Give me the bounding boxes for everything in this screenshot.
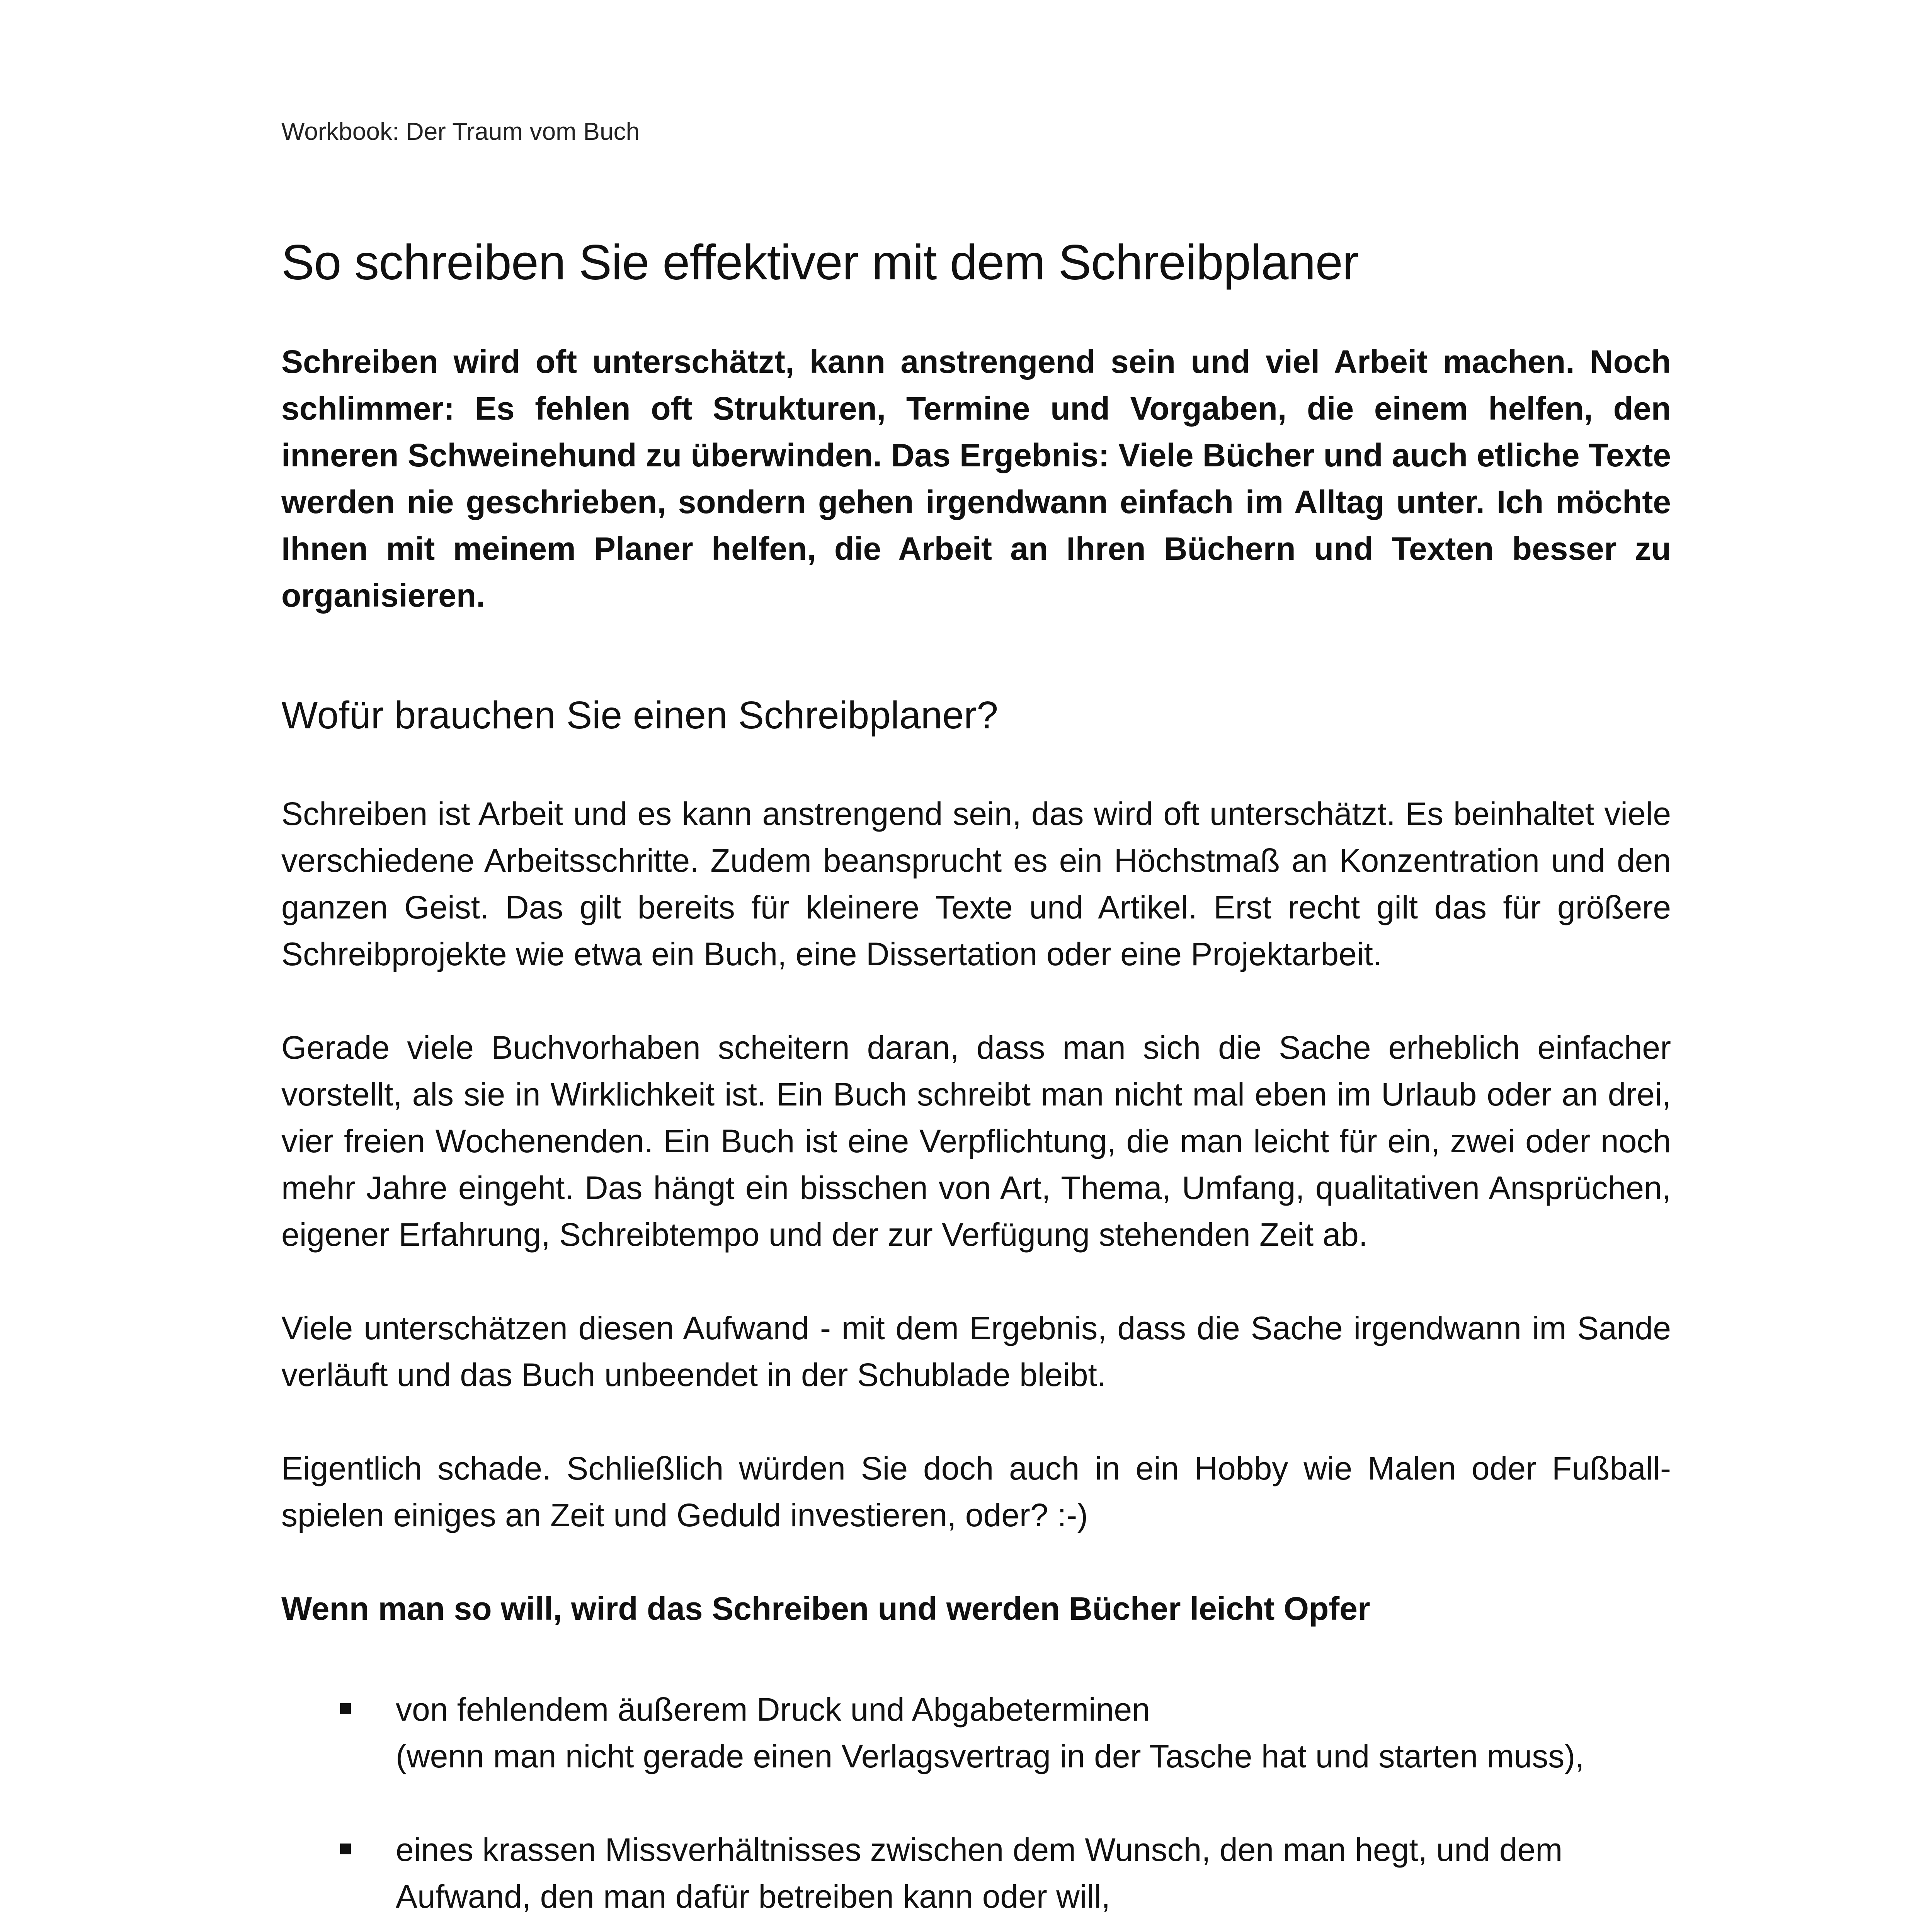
bullet-list <box>281 1686 1671 1932</box>
running-header: Workbook: Der Traum vom Buch <box>281 117 640 145</box>
square-bullet-icon <box>340 1844 351 1854</box>
list-item-line: eines krassen Missverhältnisses zwischen dem Wunsch, den man hegt, und dem <box>396 1832 1563 1868</box>
list-subheading: Wenn man so will, wird das Schreiben und werden Bücher leicht Opfer <box>281 1590 1370 1627</box>
article-body <box>281 232 1671 1932</box>
list-item <box>281 1686 1671 1780</box>
body-paragraph: Schreiben ist Arbeit und es kann anstrengend sein, das wird oft unterschätzt. Es beinhaltet viele verschiedene Arbeitsschritte. Zudem beansprucht es ein Höchstmaß an Konzentration und den ganzen Geist. Das gilt bereits für kleinere Texte und Artikel. Erst recht gilt das für größere Schreibprojekte wie etwa ein Buch, eine Dissertation oder eine Projektarbeit. <box>281 796 1671 972</box>
article-title: So schreiben Sie effektiver mit dem Schreibplaner <box>281 235 1359 290</box>
square-bullet-icon <box>340 1703 351 1714</box>
body-paragraph: Viele unterschätzen diesen Aufwand - mit dem Ergebnis, dass die Sache irgendwann im Sande verläuft und das Buch unbeendet in der Schublade bleibt. <box>281 1310 1671 1393</box>
section-heading: Wofür brauchen Sie einen Schreibplaner? <box>281 694 998 737</box>
body-paragraph: Gerade viele Buchvorhaben scheitern daran, dass man sich die Sache erheblich einfacher vorstellt, als sie in Wirklichkeit ist. Ein Buch schreibt man nicht mal eben im Urlaub oder an drei, vier freien Wochenenden. Ein Buch ist eine Verpflichtung, die man leicht für ein, zwei oder noch mehr Jahre eingeht. Das hängt ein bisschen von Art, Thema, Umfang, qualitativen Ansprüchen, eigener Erfahrung, Schreibtempo und der zur Verfügung stehenden Zeit ab. <box>281 1029 1671 1253</box>
list-item <box>281 1827 1671 1920</box>
list-item-line: Aufwand, den man dafür betreiben kann oder will, <box>396 1878 1111 1915</box>
list-item-line: von fehlendem äußerem Druck und Abgabeterminen <box>396 1691 1150 1728</box>
body-paragraph: Eigentlich schade. Schließlich würden Sie doch auch in ein Hobby wie Malen oder Fußball-spielen einiges an Zeit und Geduld investieren, oder? :-) <box>281 1450 1671 1533</box>
list-item-line: (wenn man nicht gerade einen Verlagsvertrag in der Tasche hat und starten muss), <box>396 1738 1584 1774</box>
lead-paragraph: Schreiben wird oft unterschätzt, kann anstrengend sein und viel Arbeit machen. Noch schlimmer: Es fehlen oft Strukturen, Termine und Vorgaben, die einem helfen, den inneren Schweinehund zu überwinden. Das Ergebnis: Viele Bücher und auch etliche Texte werden nie geschrieben, sondern gehen irgendwann einfach im Alltag unter. Ich möchte Ihnen mit meinem Planer helfen, die Arbeit an Ihren Büchern und Texten besser zu organisieren. <box>281 344 1671 614</box>
